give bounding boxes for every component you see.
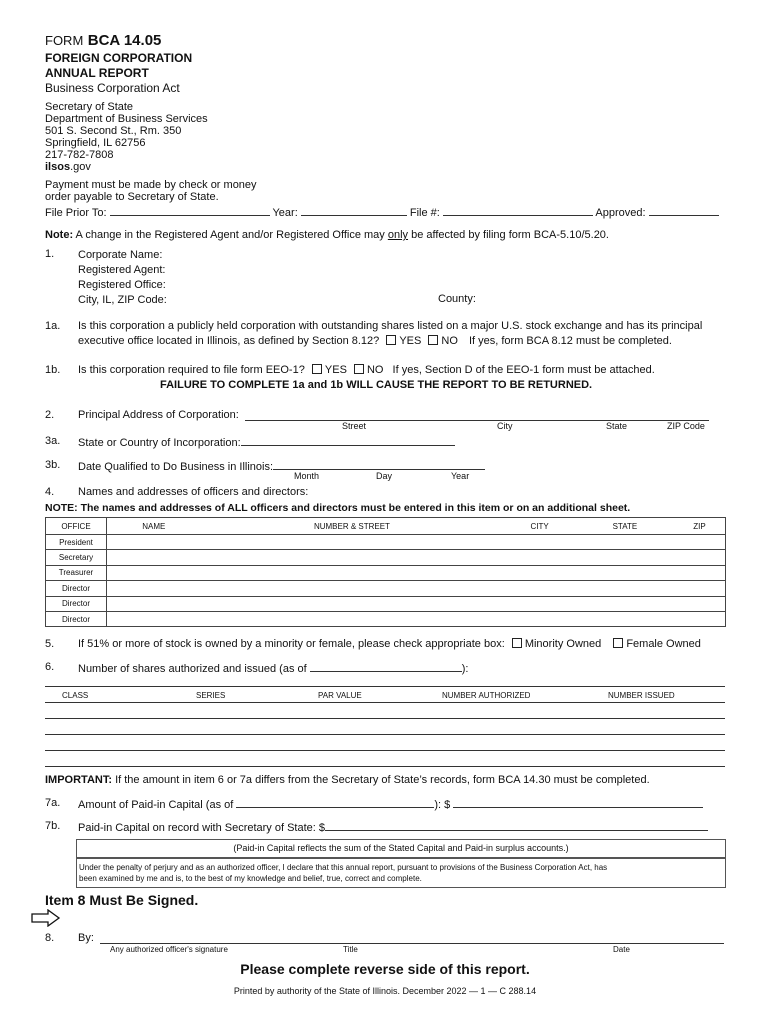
form-title-line2: ANNUAL REPORT — [45, 66, 149, 80]
officer-entry-field[interactable] — [107, 565, 726, 580]
file-row: File Prior To: Year: File #: Approved: — [45, 205, 719, 219]
item-1b-yes-checkbox[interactable] — [312, 364, 322, 374]
item-2-number: 2. — [45, 409, 55, 421]
shares-entry-line[interactable] — [45, 750, 725, 751]
item-1b-question: Is this corporation required to file form EEO-1? YES NO If yes, Section D of the EEO-1 form must be attached. — [78, 364, 655, 376]
signature-field[interactable] — [100, 943, 724, 944]
table-row — [46, 611, 726, 626]
office-cell: Director — [46, 611, 107, 626]
item-3b-number: 3b. — [45, 459, 61, 471]
office-cell: Treasurer — [46, 565, 107, 580]
shares-entry-line[interactable] — [45, 734, 725, 735]
printed-by-authority: Printed by authority of the State of Illinois. December 2022 — 1 — C 288.14 — [233, 986, 537, 996]
principal-address-label: Principal Address of Corporation: — [78, 409, 239, 421]
item-6-number: 6. — [45, 661, 55, 673]
shares-entry-line[interactable] — [45, 702, 725, 703]
officers-header-row — [46, 518, 726, 535]
zip-caption: ZIP Code — [667, 421, 705, 431]
by-label: By: — [78, 932, 94, 944]
signature-caption: Any authorized officer's signature — [110, 945, 228, 954]
column-header: STATE — [576, 518, 674, 535]
item-4-number: 4. — [45, 486, 55, 498]
officer-entry-field[interactable] — [107, 550, 726, 565]
officer-entry-field[interactable] — [107, 535, 726, 550]
column-header: OFFICE — [46, 518, 107, 535]
item-1a-line2: executive office located in Illinois, as defined by Section 8.12? YES NO If yes, form BCA 8.12 must be completed. — [78, 335, 672, 347]
item-7a-number: 7a. — [45, 797, 61, 809]
paid-in-capital-date-field[interactable] — [236, 797, 434, 808]
registered-agent-note: Note: A change in the Registered Agent and/or Registered Office may only be affected by filing form BCA-5.10/5.20. — [45, 229, 609, 241]
paid-in-capital-record-field[interactable] — [325, 820, 708, 831]
office-cell: Director — [46, 596, 107, 611]
arrow-right-icon — [31, 909, 61, 932]
reverse-side-notice: Please complete reverse side of this report. — [240, 961, 530, 977]
corporate-name-label: Corporate Name: — [78, 249, 163, 261]
year-caption: Year — [451, 471, 470, 481]
shares-column-header: SERIES — [196, 691, 226, 700]
agency-website: ilsos.gov — [45, 161, 91, 173]
column-header: NUMBER & STREET — [201, 518, 504, 535]
city-zip-label: City, IL, ZIP Code: — [78, 294, 167, 306]
shares-label: Number of shares authorized and issued (as of ): — [78, 663, 469, 675]
item-1a-no-checkbox[interactable] — [428, 335, 438, 345]
day-caption: Day — [376, 471, 393, 481]
file-number-field[interactable] — [443, 205, 593, 216]
form-title-line1: FOREIGN CORPORATION — [45, 51, 193, 65]
shares-table-top-rule — [45, 686, 725, 687]
officer-entry-field[interactable] — [107, 611, 726, 626]
file-prior-to-field[interactable] — [110, 205, 270, 216]
item-1b-no-checkbox[interactable] — [354, 364, 364, 374]
paid-in-capital-note: (Paid-in Capital reflects the sum of the Stated Capital and Paid-in surplus accounts.) — [76, 839, 726, 858]
principal-address-field[interactable] — [245, 420, 709, 421]
date-qualified-field[interactable] — [273, 459, 485, 470]
city-caption: City — [497, 421, 513, 431]
form-number: FORM BCA 14.05 — [45, 32, 162, 49]
form-subtitle: Business Corporation Act — [45, 81, 180, 95]
registered-office-label: Registered Office: — [78, 279, 166, 291]
table-row — [46, 565, 726, 580]
item-7b-number: 7b. — [45, 820, 61, 832]
shares-column-header: NUMBER AUTHORIZED — [442, 691, 531, 700]
officers-note: NOTE: The names and addresses of ALL officers and directors must be entered in this item or on an additional sheet. — [45, 502, 631, 514]
date-qualified: Date Qualified to Do Business in Illinois: — [78, 459, 485, 473]
paid-in-capital-row: Amount of Paid-in Capital (as of ): $ — [78, 797, 703, 811]
paid-in-capital-record-row: Paid-in Capital on record with Secretary of State: $ — [78, 820, 708, 834]
item-8-heading: Item 8 Must Be Signed. — [45, 892, 199, 908]
officer-entry-field[interactable] — [107, 581, 726, 596]
table-row — [46, 581, 726, 596]
officer-entry-field[interactable] — [107, 596, 726, 611]
officers-label: Names and addresses of officers and directors: — [78, 486, 309, 498]
office-cell: Director — [46, 581, 107, 596]
minority-owned-checkbox[interactable] — [512, 638, 522, 648]
office-cell: President — [46, 535, 107, 550]
shares-column-header: CLASS — [62, 691, 89, 700]
state-of-incorporation-field[interactable] — [241, 435, 455, 446]
table-row — [46, 550, 726, 565]
item-1-fields — [78, 248, 167, 308]
county-label: County: — [438, 293, 476, 305]
officers-table — [45, 517, 726, 627]
table-row — [46, 596, 726, 611]
item-5-number: 5. — [45, 638, 55, 650]
office-cell: Secretary — [46, 550, 107, 565]
shares-entry-line[interactable] — [45, 766, 725, 767]
state-caption: State — [606, 421, 628, 431]
shares-column-header: PAR VALUE — [318, 691, 362, 700]
item-1a-question: Is this corporation a publicly held corporation with outstanding shares listed on a major U.S. stock exchange and has its principal — [78, 320, 703, 332]
year-field[interactable] — [301, 205, 407, 216]
state-of-incorporation: State or Country of Incorporation: — [78, 435, 455, 449]
registered-agent-label: Registered Agent: — [78, 264, 166, 276]
agency-address: Secretary of State Department of Business Services 501 S. Second St., Rm. 350 Springfield, IL 62756 217-782-7808 ilsos.gov — [45, 101, 208, 173]
paid-in-capital-amount-field[interactable] — [453, 797, 703, 808]
item-1b-number: 1b. — [45, 364, 61, 376]
payment-instructions: Payment must be made by check or money order payable to Secretary of State. — [45, 179, 257, 203]
female-owned-checkbox[interactable] — [613, 638, 623, 648]
shares-entry-line[interactable] — [45, 718, 725, 719]
perjury-statement: Under the penalty of perjury and as an authorized officer, I declare that this annual report, pursuant to provisions of the Business Corporation Act, has been examined by me and is, to the best of my knowledge and belief, true, correct and complete. — [79, 863, 608, 883]
shares-column-header: NUMBER ISSUED — [608, 691, 675, 700]
title-caption: Title — [343, 945, 358, 954]
item-1a-yes-checkbox[interactable] — [386, 335, 396, 345]
column-header: CITY — [503, 518, 576, 535]
date-caption: Date — [613, 945, 630, 954]
item-8-number: 8. — [45, 932, 55, 944]
important-notice: IMPORTANT: If the amount in item 6 or 7a differs from the Secretary of State’s records, form BCA 14.30 must be completed. — [45, 774, 650, 786]
shares-as-of-date-field[interactable] — [310, 661, 462, 672]
table-row — [46, 535, 726, 550]
failure-warning: FAILURE TO COMPLETE 1a and 1b WILL CAUSE THE REPORT TO BE RETURNED. — [160, 379, 593, 391]
item-1-number: 1. — [45, 248, 55, 260]
ownership-question: If 51% or more of stock is owned by a minority or female, please check appropriate box: Minority Owned Female Owned — [78, 638, 701, 650]
item-3a-number: 3a. — [45, 435, 61, 447]
street-caption: Street — [342, 421, 367, 431]
column-header: ZIP — [674, 518, 726, 535]
month-caption: Month — [294, 471, 320, 481]
item-1a-number: 1a. — [45, 320, 61, 332]
column-header: NAME — [107, 518, 201, 535]
approved-field[interactable] — [649, 205, 719, 216]
